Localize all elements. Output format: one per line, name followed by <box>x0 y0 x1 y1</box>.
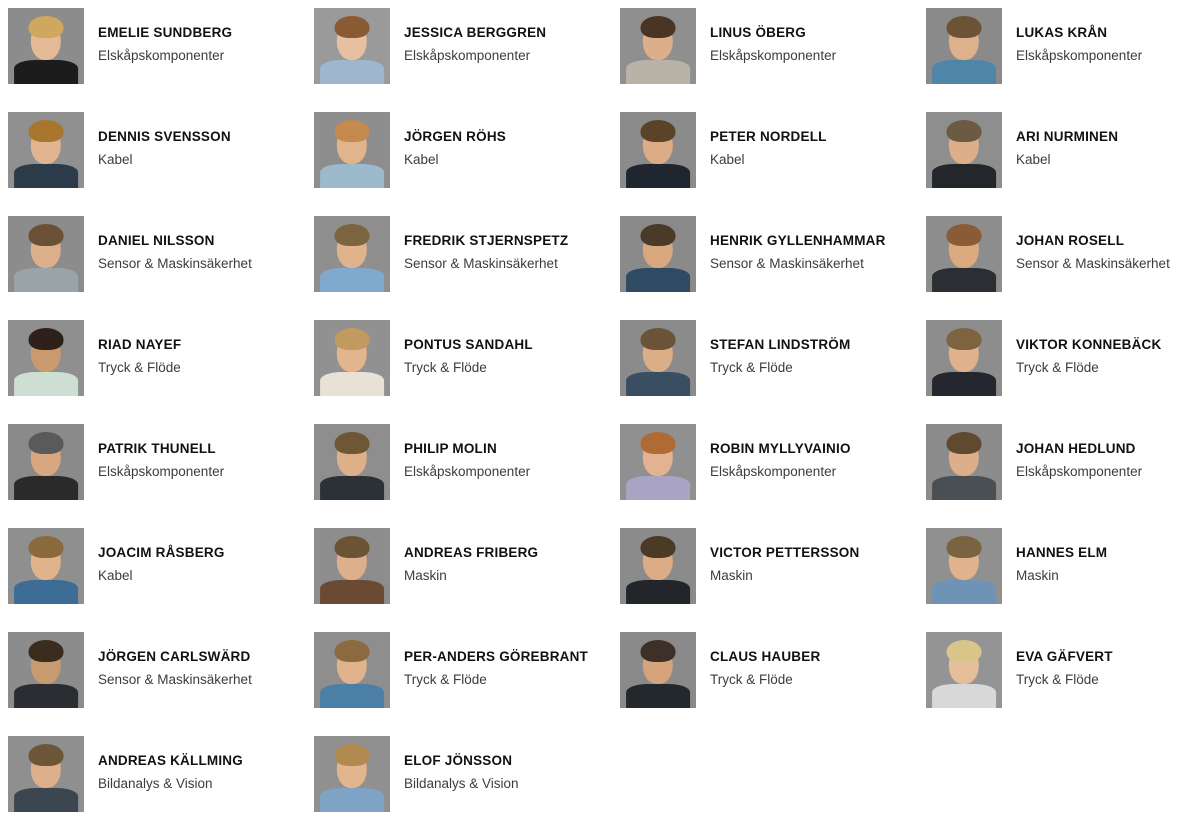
portrait-hair <box>29 224 64 247</box>
person-name: ANDREAS FRIBERG <box>404 545 539 560</box>
portrait-photo <box>8 216 84 292</box>
portrait-photo <box>314 632 390 708</box>
person-card[interactable] <box>8 632 314 736</box>
person-info <box>84 216 252 272</box>
portrait-photo <box>926 112 1002 188</box>
person-department: Kabel <box>1016 151 1051 167</box>
portrait-photo <box>620 320 696 396</box>
person-card[interactable] <box>620 632 926 736</box>
portrait-hair <box>29 536 64 559</box>
person-info <box>390 424 530 480</box>
person-department: Kabel <box>98 151 133 167</box>
portrait-shoulders <box>932 60 996 84</box>
portrait-shoulders <box>14 60 78 84</box>
person-department: Kabel <box>710 151 745 167</box>
person-name: VIKTOR KONNEBÄCK <box>1016 337 1162 352</box>
person-name: JÖRGEN CARLSWÄRD <box>98 649 251 664</box>
person-info <box>84 112 231 168</box>
person-name: PONTUS SANDAHL <box>404 337 533 352</box>
portrait-shoulders <box>320 60 384 84</box>
person-name: DENNIS SVENSSON <box>98 129 231 144</box>
person-department: Elskåpskomponenter <box>1016 463 1143 479</box>
person-card[interactable] <box>926 8 1200 112</box>
portrait-hair <box>335 16 370 39</box>
portrait-shoulders <box>626 60 690 84</box>
person-card[interactable] <box>926 528 1200 632</box>
person-info <box>1002 424 1142 480</box>
person-info <box>390 320 533 376</box>
person-name: ROBIN MYLLYVAINIO <box>710 441 851 456</box>
portrait-hair <box>29 120 64 143</box>
person-name: PER-ANDERS GÖREBRANT <box>404 649 589 664</box>
portrait-photo <box>620 632 696 708</box>
person-info <box>1002 216 1170 272</box>
portrait-shoulders <box>932 580 996 604</box>
portrait-hair <box>947 16 982 39</box>
portrait-photo <box>8 632 84 708</box>
person-info <box>696 112 827 168</box>
portrait-shoulders <box>14 372 78 396</box>
person-info <box>390 112 506 168</box>
portrait-hair <box>335 120 370 143</box>
portrait-photo <box>8 528 84 604</box>
portrait-shoulders <box>320 268 384 292</box>
person-card[interactable] <box>314 736 620 840</box>
person-card[interactable] <box>620 424 926 528</box>
person-department: Bildanalys & Vision <box>98 775 213 791</box>
portrait-hair <box>947 432 982 455</box>
person-card[interactable] <box>8 320 314 424</box>
person-card[interactable] <box>620 8 926 112</box>
person-department: Bildanalys & Vision <box>404 775 519 791</box>
person-department: Maskin <box>404 567 447 583</box>
person-card[interactable] <box>926 112 1200 216</box>
person-card[interactable] <box>8 8 314 112</box>
portrait-hair <box>641 120 676 143</box>
portrait-shoulders <box>932 684 996 708</box>
person-department: Elskåpskomponenter <box>710 463 837 479</box>
portrait-photo <box>8 736 84 812</box>
portrait-photo <box>314 112 390 188</box>
person-info <box>390 632 588 688</box>
person-name: PATRIK THUNELL <box>98 441 216 456</box>
person-department: Maskin <box>1016 567 1059 583</box>
person-name: JOACIM RÅSBERG <box>98 545 225 560</box>
person-department: Sensor & Maskinsäkerhet <box>1016 255 1170 271</box>
person-department: Elskåpskomponenter <box>404 47 531 63</box>
portrait-hair <box>29 328 64 351</box>
portrait-shoulders <box>320 684 384 708</box>
person-department: Tryck & Flöde <box>98 359 181 375</box>
person-name: RIAD NAYEF <box>98 337 182 352</box>
portrait-photo <box>8 8 84 84</box>
person-department: Elskåpskomponenter <box>98 463 225 479</box>
portrait-photo <box>926 632 1002 708</box>
person-card[interactable] <box>314 216 620 320</box>
person-card[interactable] <box>314 8 620 112</box>
person-name: ARI NURMINEN <box>1016 129 1119 144</box>
portrait-hair <box>335 640 370 663</box>
portrait-hair <box>29 16 64 39</box>
portrait-shoulders <box>14 164 78 188</box>
person-name: JOHAN HEDLUND <box>1016 441 1136 456</box>
person-name: LINUS ÖBERG <box>710 25 806 40</box>
portrait-photo <box>926 528 1002 604</box>
portrait-hair <box>335 432 370 455</box>
portrait-shoulders <box>14 268 78 292</box>
person-card[interactable] <box>620 112 926 216</box>
portrait-shoulders <box>626 476 690 500</box>
person-info <box>390 528 538 584</box>
portrait-hair <box>947 224 982 247</box>
portrait-photo <box>926 8 1002 84</box>
portrait-hair <box>641 640 676 663</box>
portrait-shoulders <box>932 164 996 188</box>
portrait-photo <box>620 216 696 292</box>
person-name: STEFAN LINDSTRÖM <box>710 337 851 352</box>
portrait-hair <box>947 640 982 663</box>
portrait-hair <box>947 536 982 559</box>
person-department: Tryck & Flöde <box>404 359 487 375</box>
person-department: Kabel <box>404 151 439 167</box>
person-card[interactable] <box>8 112 314 216</box>
person-info <box>696 632 820 688</box>
person-department: Elskåpskomponenter <box>98 47 225 63</box>
person-department: Tryck & Flöde <box>1016 359 1099 375</box>
person-department: Sensor & Maskinsäkerhet <box>404 255 558 271</box>
portrait-shoulders <box>320 788 384 812</box>
person-name: JÖRGEN RÖHS <box>404 129 506 144</box>
person-card[interactable] <box>926 424 1200 528</box>
person-card[interactable] <box>8 424 314 528</box>
person-info <box>1002 8 1142 64</box>
portrait-hair <box>641 536 676 559</box>
person-card[interactable] <box>8 528 314 632</box>
person-name: EVA GÄFVERT <box>1016 649 1113 664</box>
person-department: Sensor & Maskinsäkerhet <box>98 255 252 271</box>
person-card[interactable] <box>314 528 620 632</box>
person-info <box>84 736 243 792</box>
portrait-photo <box>314 528 390 604</box>
person-card[interactable] <box>926 632 1200 736</box>
portrait-hair <box>335 744 370 767</box>
person-name: EMELIE SUNDBERG <box>98 25 233 40</box>
portrait-photo <box>314 320 390 396</box>
person-department: Tryck & Flöde <box>710 359 793 375</box>
portrait-shoulders <box>320 580 384 604</box>
person-card[interactable] <box>314 424 620 528</box>
person-department: Tryck & Flöde <box>404 671 487 687</box>
portrait-photo <box>314 736 390 812</box>
person-department: Sensor & Maskinsäkerhet <box>98 671 252 687</box>
portrait-photo <box>620 8 696 84</box>
portrait-shoulders <box>626 268 690 292</box>
person-info <box>1002 528 1107 584</box>
person-card[interactable] <box>620 528 926 632</box>
portrait-photo <box>926 320 1002 396</box>
person-card[interactable] <box>620 216 926 320</box>
person-department: Tryck & Flöde <box>710 671 793 687</box>
portrait-photo <box>620 112 696 188</box>
person-info <box>84 8 232 64</box>
person-name: FREDRIK STJERNSPETZ <box>404 233 569 248</box>
person-card[interactable] <box>314 112 620 216</box>
portrait-shoulders <box>932 372 996 396</box>
person-department: Kabel <box>98 567 133 583</box>
portrait-photo <box>926 424 1002 500</box>
portrait-hair <box>29 640 64 663</box>
person-department: Sensor & Maskinsäkerhet <box>710 255 864 271</box>
portrait-photo <box>620 424 696 500</box>
portrait-shoulders <box>320 372 384 396</box>
person-info <box>390 8 546 64</box>
person-info <box>84 528 225 584</box>
person-info <box>696 528 859 584</box>
person-name: PETER NORDELL <box>710 129 827 144</box>
person-card[interactable] <box>926 216 1200 320</box>
person-card[interactable] <box>314 632 620 736</box>
portrait-photo <box>314 8 390 84</box>
person-info <box>390 216 568 272</box>
person-info <box>696 424 851 480</box>
person-name: HANNES ELM <box>1016 545 1108 560</box>
portrait-shoulders <box>932 268 996 292</box>
person-info <box>696 216 886 272</box>
portrait-shoulders <box>14 684 78 708</box>
portrait-hair <box>947 120 982 143</box>
portrait-photo <box>8 424 84 500</box>
person-name: LUKAS KRÅN <box>1016 25 1108 40</box>
person-department: Elskåpskomponenter <box>1016 47 1143 63</box>
portrait-hair <box>29 432 64 455</box>
portrait-shoulders <box>14 580 78 604</box>
portrait-photo <box>8 112 84 188</box>
person-info <box>1002 112 1118 168</box>
person-info <box>1002 320 1161 376</box>
portrait-hair <box>335 224 370 247</box>
person-info <box>696 320 850 376</box>
person-card[interactable] <box>8 736 314 840</box>
portrait-hair <box>335 328 370 351</box>
person-name: ANDREAS KÄLLMING <box>98 753 243 768</box>
portrait-photo <box>314 216 390 292</box>
person-info <box>1002 632 1113 688</box>
portrait-shoulders <box>626 580 690 604</box>
portrait-hair <box>29 744 64 767</box>
person-info <box>390 736 519 792</box>
person-name: VICTOR PETTERSSON <box>710 545 860 560</box>
portrait-hair <box>641 328 676 351</box>
portrait-shoulders <box>14 476 78 500</box>
person-card[interactable] <box>620 320 926 424</box>
portrait-hair <box>641 16 676 39</box>
portrait-photo <box>8 320 84 396</box>
portrait-photo <box>314 424 390 500</box>
person-name: ELOF JÖNSSON <box>404 753 513 768</box>
portrait-hair <box>641 224 676 247</box>
person-name: JESSICA BERGGREN <box>404 25 547 40</box>
portrait-hair <box>947 328 982 351</box>
portrait-photo <box>620 528 696 604</box>
person-name: JOHAN ROSELL <box>1016 233 1125 248</box>
person-department: Maskin <box>710 567 753 583</box>
person-name: DANIEL NILSSON <box>98 233 215 248</box>
person-info <box>84 424 224 480</box>
person-info <box>84 320 181 376</box>
portrait-hair <box>641 432 676 455</box>
person-card[interactable] <box>8 216 314 320</box>
portrait-shoulders <box>932 476 996 500</box>
person-name: HENRIK GYLLENHAMMAR <box>710 233 886 248</box>
person-department: Elskåpskomponenter <box>710 47 837 63</box>
portrait-shoulders <box>14 788 78 812</box>
portrait-shoulders <box>626 372 690 396</box>
portrait-shoulders <box>626 684 690 708</box>
portrait-photo <box>926 216 1002 292</box>
person-info <box>696 8 836 64</box>
person-card[interactable] <box>926 320 1200 424</box>
portrait-hair <box>335 536 370 559</box>
person-card[interactable] <box>314 320 620 424</box>
person-department: Tryck & Flöde <box>1016 671 1099 687</box>
portrait-shoulders <box>320 476 384 500</box>
portrait-shoulders <box>626 164 690 188</box>
portrait-shoulders <box>320 164 384 188</box>
person-name: PHILIP MOLIN <box>404 441 497 456</box>
person-name: CLAUS HAUBER <box>710 649 821 664</box>
person-info <box>84 632 252 688</box>
person-department: Elskåpskomponenter <box>404 463 531 479</box>
